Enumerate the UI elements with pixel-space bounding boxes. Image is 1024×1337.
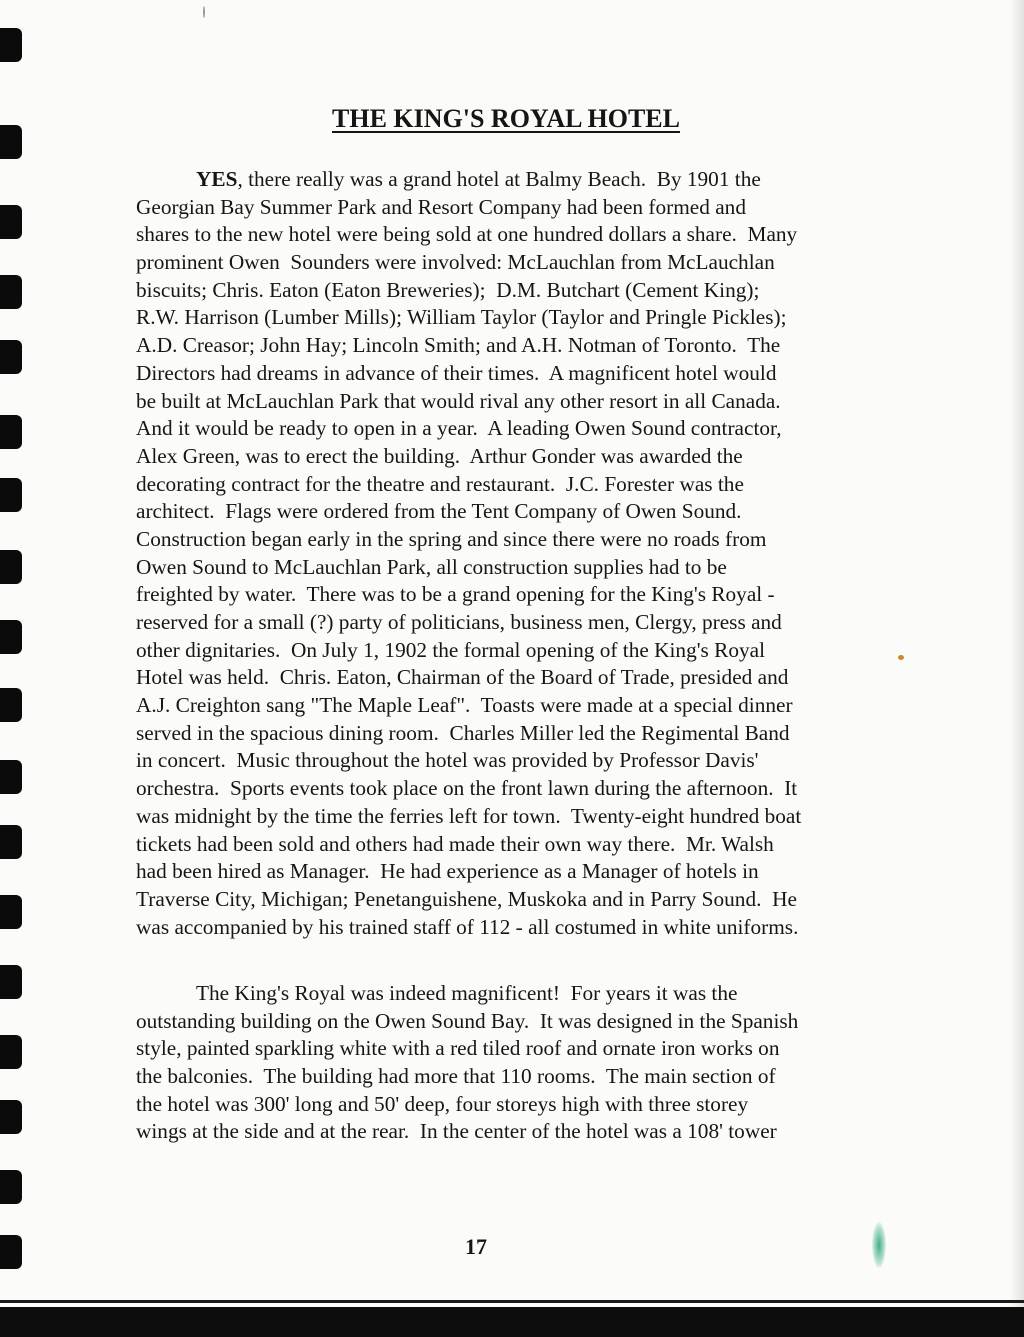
binding-hole [0,825,22,859]
text-line: A.D. Creasor; John Hay; Lincoln Smith; and A.H. Notman of Toronto. The [136,333,781,358]
text-line: A.J. Creighton sang "The Maple Leaf". Toasts were made at a special dinner [136,693,793,718]
text-line: served in the spacious dining room. Charles Miller led the Regimental Band [136,720,790,745]
scan-bottom-edge [0,1307,1024,1337]
text-line: prominent Owen Sounders were involved: McLauchlan from McLauchlan [136,250,775,275]
paragraph-1 [136,166,896,941]
text-line: wings at the side and at the rear. In the center of the hotel was a 108' tower [136,1119,777,1144]
ink-speck [898,655,904,660]
binding-hole [0,1235,22,1269]
binding-hole [0,688,22,722]
text-line: Traverse City, Michigan; Penetanguishene, Muskoka and in Parry Sound. He [136,886,797,911]
page-bottom-line [0,1300,1024,1303]
text-line: outstanding building on the Owen Sound Bay. It was designed in the Spanish [136,1008,799,1033]
dust-mark [203,6,205,18]
binding-hole [0,620,22,654]
binding-hole [0,1035,22,1069]
text-line: had been hired as Manager. He had experience as a Manager of hotels in [136,859,759,884]
binding-hole [0,205,22,239]
text-line: biscuits; Chris. Eaton (Eaton Breweries); D.M. Butchart (Cement King); [136,277,760,302]
binding-hole [0,478,22,512]
binding-hole [0,28,22,62]
green-smudge [872,1222,886,1268]
binding-hole [0,340,22,374]
text-line: And it would be ready to open in a year. A leading Owen Sound contractor, [136,416,782,441]
text-line: Directors had dreams in advance of their times. A magnificent hotel would [136,360,777,385]
text-line: was accompanied by his trained staff of 112 - all costumed in white uniforms. [136,914,799,939]
page-title: THE KING'S ROYAL HOTEL [332,104,680,133]
text-line: the balconies. The building had more that 110 rooms. The main section of [136,1064,776,1089]
text-line: R.W. Harrison (Lumber Mills); William Taylor (Taylor and Pringle Pickles); [136,305,787,330]
text-line: Georgian Bay Summer Park and Resort Company had been formed and [136,194,746,219]
text-line: style, painted sparkling white with a red tiled roof and ornate iron works on [136,1036,780,1061]
text-line: The King's Royal was indeed magnificent! For years it was the [196,981,738,1005]
binding-hole [0,1170,22,1204]
text-line: orchestra. Sports events took place on the front lawn during the afternoon. It [136,776,798,801]
text-line: freighted by water. There was to be a grand opening for the King's Royal - [136,582,775,607]
binding-hole [0,965,22,999]
text-line: reserved for a small (?) party of politicians, business men, Clergy, press and [136,610,782,634]
binding-hole [0,1100,22,1134]
text-line: YES, there really was a grand hotel at Balmy Beach. By 1901 the [196,167,761,191]
page-edge-shadow [1010,0,1024,1307]
text-line: Alex Green, was to erect the building. Arthur Gonder was awarded the [136,443,743,468]
text-line: other dignitaries. On July 1, 1902 the formal opening of the King's Royal [136,637,766,662]
text-line: Hotel was held. Chris. Eaton, Chairman of the Board of Trade, presided and [136,665,789,690]
lead-word: YES [196,167,238,191]
text-line: architect. Flags were ordered from the Tent Company of Owen Sound. [136,499,742,524]
binding-hole [0,550,22,584]
paragraph-2 [136,980,896,1146]
text-line: decorating contract for the theatre and restaurant. J.C. Forester was the [136,471,744,496]
binding-hole [0,415,22,449]
spiral-binding [0,0,24,1310]
text-line: Owen Sound to McLauchlan Park, all construction supplies had to be [136,554,727,579]
binding-hole [0,760,22,794]
binding-hole [0,895,22,929]
text-line: tickets had been sold and others had made their own way there. Mr. Walsh [136,831,774,856]
text-line: in concert. Music throughout the hotel was provided by Professor Davis' [136,748,759,773]
binding-hole [0,275,22,309]
text-line: be built at McLauchlan Park that would rival any other resort in all Canada. [136,388,781,413]
text-line: was midnight by the time the ferries left for town. Twenty-eight hundred boat [136,803,802,828]
text-line: shares to the new hotel were being sold at one hundred dollars a share. Many [136,222,798,247]
text-line: the hotel was 300' long and 50' deep, four storeys high with three storey [136,1091,749,1116]
page-number: 17 [465,1234,487,1259]
text-line: Construction began early in the spring and since there were no roads from [136,526,767,551]
